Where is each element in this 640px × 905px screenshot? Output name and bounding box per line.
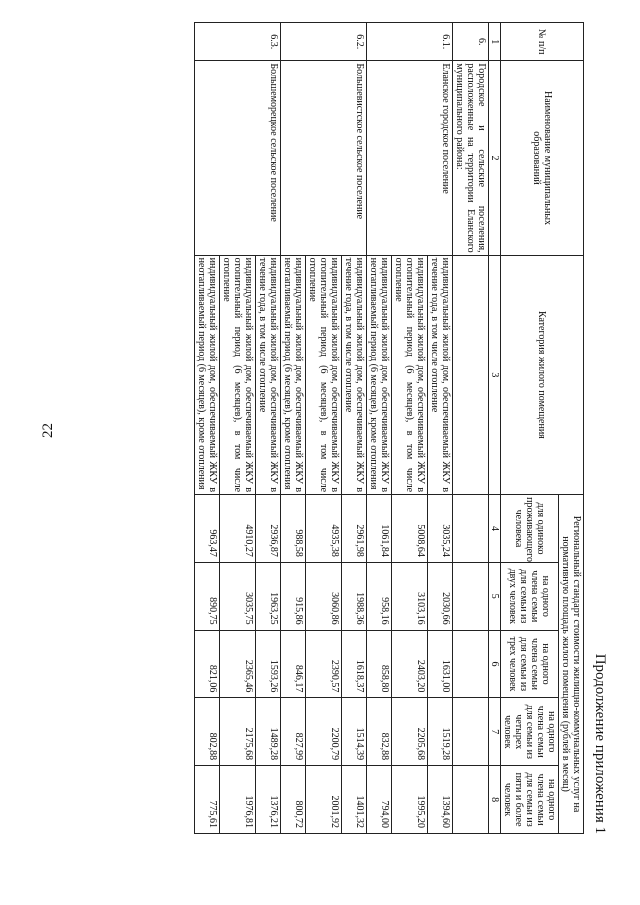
value-single: 2936,87: [256, 495, 281, 563]
value-family-2: 1988,36: [342, 562, 367, 630]
rotated-page-content: [170, 22, 610, 842]
header-family-5: на одного члена семьи для семьи из пяти и более человек: [501, 766, 559, 834]
housing-category: индивидуальный жилой дом, обеспечиваемый ЖКУ в неотапливаемый период (6 месяцев), кроме отопления: [195, 255, 220, 494]
housing-category: индивидуальный жилой дом, обеспечиваемый ЖКУ в течение года, в том числе отопление: [342, 255, 367, 494]
value-family-3: 858,80: [367, 630, 392, 698]
housing-category: индивидуальный жилой дом, обеспечиваемый ЖКУ в течение года, в том числе отопление: [256, 255, 281, 494]
value-family-4: 2200,79: [306, 698, 342, 766]
value-family-4: 2205,68: [392, 698, 428, 766]
value-family-5: 2001,92: [306, 766, 342, 834]
value-family-5: 1401,32: [342, 766, 367, 834]
column-number: 8: [489, 766, 501, 834]
municipality-name: Большевистское сельское поселение: [281, 61, 367, 255]
value-family-3: 2403,20: [392, 630, 428, 698]
header-family-3: на одного члена семьи для семьи из трех человек: [501, 630, 559, 698]
header-num: № п/п: [501, 23, 584, 61]
column-number: 1: [489, 23, 501, 61]
header-category: Категория жилого помещения: [501, 255, 584, 494]
housing-cost-standard-table: [194, 22, 584, 834]
section-number: 6.: [453, 23, 489, 61]
column-number: 7: [489, 698, 501, 766]
value-family-5: 1376,21: [256, 766, 281, 834]
housing-category: индивидуальный жилой дом, обеспечиваемый ЖКУ в отопительный период (6 месяцев), в том числе отопление: [220, 255, 256, 494]
value-family-4: 832,88: [367, 698, 392, 766]
section-name: Городское и сельские поселения, расположенные на территории Еланского муниципального района:: [453, 61, 489, 255]
value-family-2: 915,86: [281, 562, 306, 630]
header-standard-title: Региональный стандарт стоимости жилищно-коммунальных услуг на нормативную площадь жилого помещения (рублей в месяц): [559, 495, 584, 834]
column-number: 3: [489, 255, 501, 494]
value-family-3: 846,17: [281, 630, 306, 698]
value-family-4: 802,88: [195, 698, 220, 766]
value-family-3: 1618,37: [342, 630, 367, 698]
value-single: 963,47: [195, 495, 220, 563]
column-number: 4: [489, 495, 501, 563]
page-number: 22: [40, 423, 56, 438]
column-number: 6: [489, 630, 501, 698]
section-row: [453, 23, 489, 834]
table-row: [256, 23, 281, 834]
municipality-name: Большеморецкое сельское поселение: [195, 61, 281, 255]
header-single: для одиноко проживающего человека: [501, 495, 559, 563]
continuation-label: Продолжение приложения 1: [592, 653, 608, 834]
value-family-2: 3060,86: [306, 562, 342, 630]
value-family-5: 775,61: [195, 766, 220, 834]
value-family-2: 958,16: [367, 562, 392, 630]
value-family-3: 821,06: [195, 630, 220, 698]
table-row: [342, 23, 367, 834]
table-row: [428, 23, 453, 834]
value-single: 4910,27: [220, 495, 256, 563]
row-number: 6.2.: [281, 23, 367, 61]
value-family-4: 827,99: [281, 698, 306, 766]
value-family-3: 2365,46: [220, 630, 256, 698]
header-family-2: на одного члена семьи для семьи из двух человек: [501, 562, 559, 630]
row-number: 6.3.: [195, 23, 281, 61]
row-number: 6.1.: [367, 23, 453, 61]
municipality-name: Еланское городское поселение: [367, 61, 453, 255]
value-family-4: 1489,28: [256, 698, 281, 766]
value-family-4: 2175,68: [220, 698, 256, 766]
value-family-2: 890,75: [195, 562, 220, 630]
column-number: 2: [489, 61, 501, 255]
value-single: 988,58: [281, 495, 306, 563]
value-family-5: 1394,60: [428, 766, 453, 834]
value-family-2: 3103,16: [392, 562, 428, 630]
column-number: 5: [489, 562, 501, 630]
value-family-4: 1519,28: [428, 698, 453, 766]
value-family-2: 2030,66: [428, 562, 453, 630]
value-family-5: 794,00: [367, 766, 392, 834]
value-single: 1061,84: [367, 495, 392, 563]
value-single: 4935,38: [306, 495, 342, 563]
housing-category: индивидуальный жилой дом, обеспечиваемый ЖКУ в отопительный период (6 месяцев), в том числе отопление: [392, 255, 428, 494]
header-family-4: на одного члена семьи для семьи из четырех человек: [501, 698, 559, 766]
value-family-5: 800,72: [281, 766, 306, 834]
value-family-5: 1995,20: [392, 766, 428, 834]
housing-category: индивидуальный жилой дом, обеспечиваемый ЖКУ в неотапливаемый период (6 месяцев), кроме отопления: [367, 255, 392, 494]
value-single: 2961,98: [342, 495, 367, 563]
value-family-3: 1631,00: [428, 630, 453, 698]
value-family-3: 1593,26: [256, 630, 281, 698]
housing-category: индивидуальный жилой дом, обеспечиваемый ЖКУ в неотапливаемый период (6 месяцев), кроме отопления: [281, 255, 306, 494]
header-name: Наименование муниципальных образований: [501, 61, 584, 255]
value-family-3: 2390,57: [306, 630, 342, 698]
value-family-2: 3035,75: [220, 562, 256, 630]
value-family-2: 1963,25: [256, 562, 281, 630]
value-family-4: 1514,39: [342, 698, 367, 766]
value-single: 5008,64: [392, 495, 428, 563]
value-family-5: 1976,81: [220, 766, 256, 834]
value-single: 3035,24: [428, 495, 453, 563]
housing-category: индивидуальный жилой дом, обеспечиваемый ЖКУ в течение года, в том числе отопление: [428, 255, 453, 494]
housing-category: индивидуальный жилой дом, обеспечиваемый ЖКУ в отопительный период (6 месяцев), в том числе отопление: [306, 255, 342, 494]
